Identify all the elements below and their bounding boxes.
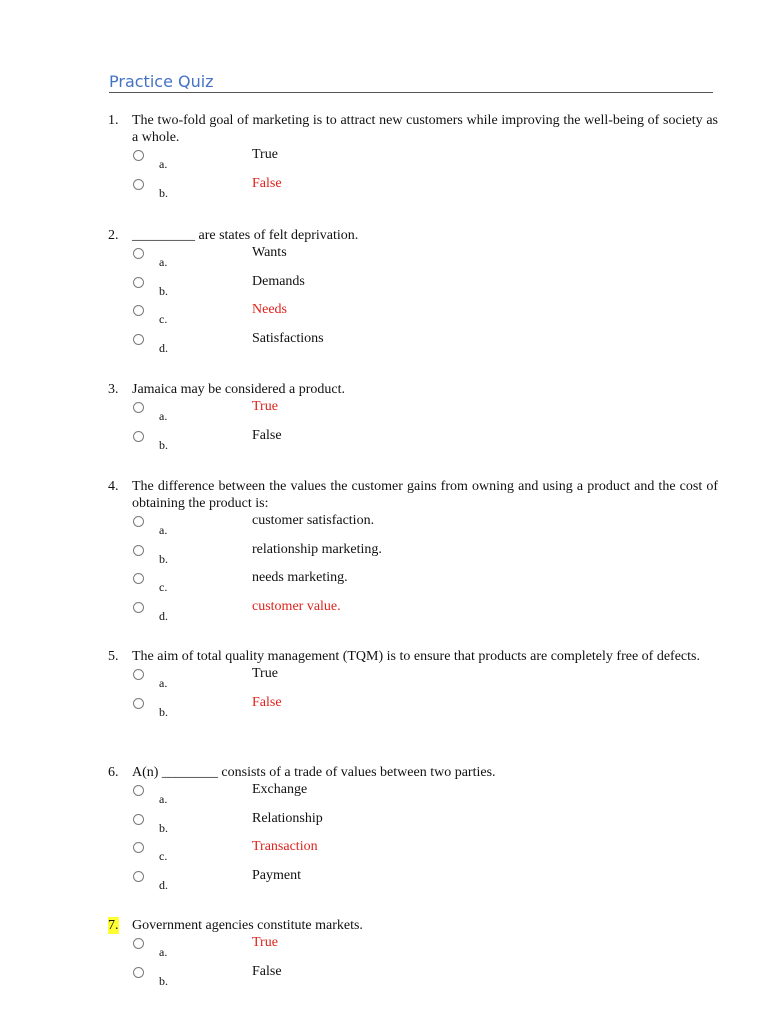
question-stem	[108, 764, 718, 781]
answer-option[interactable]	[108, 569, 718, 598]
radio-button-icon[interactable]	[133, 698, 144, 709]
radio-button-icon[interactable]	[133, 871, 144, 882]
option-letter: d.	[159, 608, 168, 623]
answer-option[interactable]	[108, 244, 718, 273]
correct-option-text: False	[252, 175, 282, 191]
option-letter: a.	[159, 409, 168, 423]
option-text: needs marketing.	[252, 570, 348, 585]
option-text: Relationship	[252, 810, 323, 826]
question-stem	[108, 112, 718, 146]
question-stem	[108, 381, 718, 398]
answer-option[interactable]	[108, 175, 718, 204]
answer-option[interactable]	[108, 330, 718, 359]
radio-button-icon[interactable]	[133, 277, 144, 288]
answer-option[interactable]	[108, 694, 718, 723]
option-letter: a.	[159, 676, 168, 690]
option-text: Wants	[252, 245, 287, 260]
question-7	[108, 917, 718, 991]
question-6	[108, 764, 718, 895]
question-text: Government agencies constitute markets.	[132, 918, 363, 933]
question-1	[108, 112, 718, 203]
answer-option[interactable]	[108, 810, 718, 839]
radio-button-icon[interactable]	[133, 248, 144, 259]
option-text: False	[252, 963, 282, 979]
question-stem	[108, 917, 718, 934]
option-text: True	[252, 147, 278, 162]
radio-button-icon[interactable]	[133, 842, 144, 853]
option-text: True	[252, 666, 278, 681]
radio-button-icon[interactable]	[133, 573, 144, 584]
question-2	[108, 227, 718, 358]
radio-button-icon[interactable]	[133, 602, 144, 613]
question-number: 6.	[108, 765, 119, 780]
question-text: A(n) ________ consists of a trade of values between two parties.	[132, 765, 496, 780]
option-letter: b.	[159, 820, 168, 835]
answer-option[interactable]	[108, 512, 718, 541]
correct-option-text: True	[252, 935, 278, 950]
answer-option[interactable]	[108, 665, 718, 694]
radio-button-icon[interactable]	[133, 305, 144, 316]
radio-button-icon[interactable]	[133, 402, 144, 413]
question-text: The two-fold goal of marketing is to attract new customers while improving the well-being of society as a whole.	[132, 113, 718, 145]
correct-option-text: False	[252, 694, 282, 710]
radio-button-icon[interactable]	[133, 334, 144, 345]
option-text: customer satisfaction.	[252, 513, 375, 528]
option-text: relationship marketing.	[252, 541, 382, 557]
page-title: Practice Quiz	[109, 72, 713, 93]
answer-option[interactable]	[108, 598, 718, 627]
option-letter: c.	[159, 312, 168, 326]
correct-option-text: True	[252, 399, 278, 414]
question-stem	[108, 648, 718, 665]
option-letter: d.	[159, 340, 168, 355]
answer-option[interactable]	[108, 781, 718, 810]
question-number: 1.	[108, 113, 119, 128]
answer-option[interactable]	[108, 541, 718, 570]
option-letter: c.	[159, 849, 168, 863]
option-text: Payment	[252, 867, 301, 883]
question-text: Jamaica may be considered a product.	[132, 382, 346, 397]
question-number: 2.	[108, 228, 119, 243]
radio-button-icon[interactable]	[133, 150, 144, 161]
question-stem	[108, 227, 718, 244]
option-letter: b.	[159, 704, 168, 719]
option-letter: b.	[159, 973, 168, 988]
radio-button-icon[interactable]	[133, 938, 144, 949]
answer-option[interactable]	[108, 838, 718, 867]
correct-option-text: Transaction	[252, 839, 318, 854]
answer-option[interactable]	[108, 398, 718, 427]
question-text: The aim of total quality management (TQM) is to ensure that products are completely free of defects.	[132, 649, 700, 664]
question-4	[108, 478, 718, 626]
option-letter: a.	[159, 157, 168, 171]
answer-option[interactable]	[108, 273, 718, 302]
radio-button-icon[interactable]	[133, 179, 144, 190]
answer-option[interactable]	[108, 867, 718, 896]
option-text: False	[252, 427, 282, 443]
radio-button-icon[interactable]	[133, 516, 144, 527]
radio-button-icon[interactable]	[133, 545, 144, 556]
option-letter: b.	[159, 551, 168, 566]
question-text: The difference between the values the customer gains from owning and using a product and the cost of obtaining the product is:	[132, 479, 718, 511]
answer-option[interactable]	[108, 427, 718, 456]
answer-option[interactable]	[108, 301, 718, 330]
question-5	[108, 648, 718, 722]
correct-option-text: customer value.	[252, 598, 341, 614]
option-text: Satisfactions	[252, 330, 324, 346]
option-letter: a.	[159, 945, 168, 959]
option-text: Exchange	[252, 782, 308, 797]
option-text: Demands	[252, 273, 305, 289]
option-letter: d.	[159, 877, 168, 892]
answer-option[interactable]	[108, 963, 718, 992]
question-text: _________ are states of felt deprivation.	[132, 228, 359, 243]
answer-option[interactable]	[108, 146, 718, 175]
radio-button-icon[interactable]	[133, 967, 144, 978]
question-number: 7.	[108, 918, 119, 933]
option-letter: a.	[159, 792, 168, 806]
option-letter: b.	[159, 185, 168, 200]
option-letter: b.	[159, 437, 168, 452]
option-letter: c.	[159, 580, 168, 594]
question-number: 4.	[108, 479, 119, 494]
question-stem	[108, 478, 718, 512]
option-letter: a.	[159, 255, 168, 269]
option-letter: a.	[159, 523, 168, 537]
radio-button-icon[interactable]	[133, 669, 144, 680]
radio-button-icon[interactable]	[133, 814, 144, 825]
question-3	[108, 381, 718, 455]
question-number: 5.	[108, 649, 119, 664]
radio-button-icon[interactable]	[133, 785, 144, 796]
question-number: 3.	[108, 382, 119, 397]
radio-button-icon[interactable]	[133, 431, 144, 442]
correct-option-text: Needs	[252, 302, 287, 317]
option-letter: b.	[159, 283, 168, 298]
answer-option[interactable]	[108, 934, 718, 963]
